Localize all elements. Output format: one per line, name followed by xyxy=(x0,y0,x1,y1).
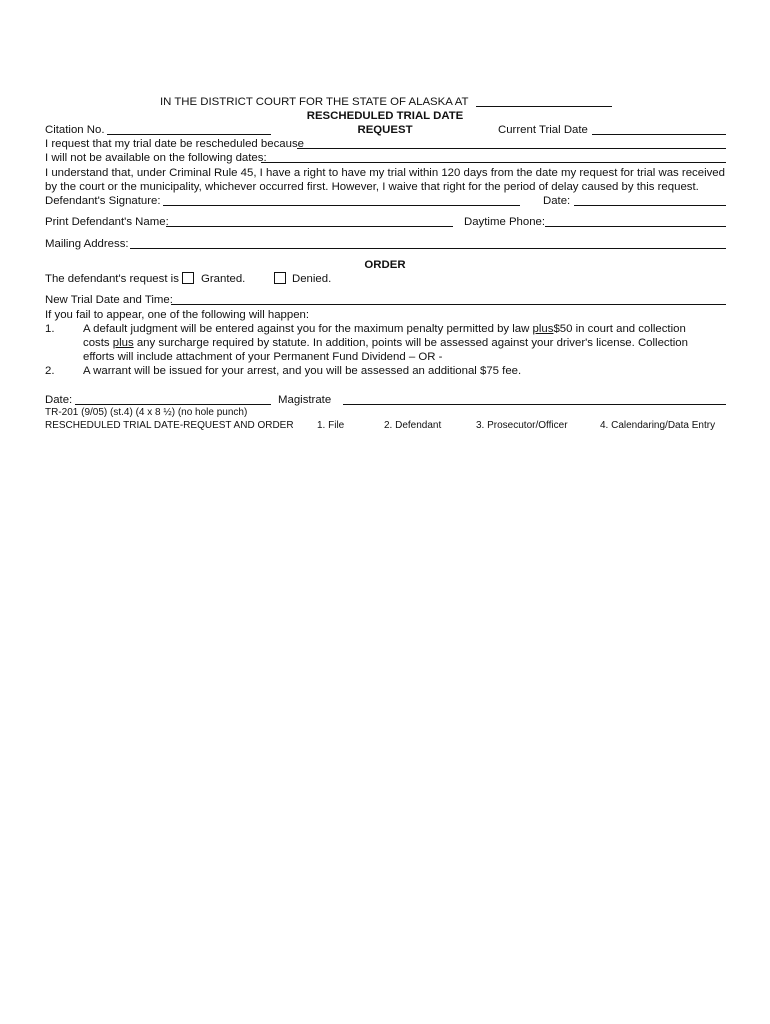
court-location-field[interactable] xyxy=(476,106,612,107)
request-is-label: The defendant's request is xyxy=(45,273,179,285)
waiver-text-2: by the court or the municipality, whichever occurred first. However, I waive that right for the period of delay caused by this request. xyxy=(45,181,699,193)
form-code: TR-201 (9/05) (st.4) (4 x 8 ½) (no hole punch) xyxy=(45,407,248,418)
reschedule-reason-field[interactable] xyxy=(297,148,726,149)
item1-line-1b: $50 in court and collection xyxy=(553,323,686,335)
signature-field[interactable] xyxy=(163,205,520,206)
print-name-label: Print Defendant's Name: xyxy=(45,216,169,228)
order-heading: ORDER xyxy=(364,259,406,271)
print-name-field[interactable] xyxy=(166,226,453,227)
current-trial-label: Current Trial Date xyxy=(498,124,588,136)
signature-date-label: Date: xyxy=(543,195,571,207)
item1-line-2 xyxy=(83,336,688,350)
order-date-label: Date: xyxy=(45,394,73,406)
waiver-text-1: I understand that, under Criminal Rule 45, I have a right to have my trial within 120 days from the date my request for trial was received xyxy=(45,167,725,179)
item1-line-1 xyxy=(83,322,686,336)
order-date-field[interactable] xyxy=(75,404,271,405)
form-footer-title: RESCHEDULED TRIAL DATE-REQUEST AND ORDER xyxy=(45,420,294,431)
item1-line-1a: A default judgment will be entered against you for the maximum penalty permitted by law xyxy=(83,323,530,335)
new-trial-label: New Trial Date and Time: xyxy=(45,294,173,306)
request-heading: REQUEST xyxy=(357,124,413,136)
mailing-address-field[interactable] xyxy=(130,248,726,249)
fail-intro: If you fail to appear, one of the following will happen: xyxy=(45,309,310,321)
current-trial-field[interactable] xyxy=(592,134,726,135)
copy-calendaring: 4. Calendaring/Data Entry xyxy=(600,420,716,431)
copy-defendant: 2. Defendant xyxy=(384,420,442,431)
plus-emphasis-2: plus xyxy=(112,337,134,349)
phone-label: Daytime Phone: xyxy=(464,216,546,228)
plus-emphasis-1: plus xyxy=(532,323,554,335)
denied-checkbox[interactable] xyxy=(274,272,286,284)
new-trial-field[interactable] xyxy=(171,304,726,305)
unavailable-dates-field[interactable] xyxy=(261,162,726,163)
item2-text: A warrant will be issued for your arrest, and you will be assessed an additional $75 fee. xyxy=(83,365,522,377)
signature-label: Defendant's Signature: xyxy=(45,195,161,207)
denied-label: Denied. xyxy=(292,273,332,285)
item1-number: 1. xyxy=(45,323,55,335)
item1-line-3: efforts will include attachment of your Permanent Fund Dividend – OR - xyxy=(83,351,443,363)
item1-line-2a: costs xyxy=(83,337,110,349)
granted-checkbox[interactable] xyxy=(182,272,194,284)
item1-line-2b: any surcharge required by statute. In addition, points will be assessed against your driver's license. Collection xyxy=(136,337,688,349)
copy-prosecutor: 3. Prosecutor/Officer xyxy=(476,420,568,431)
magistrate-field[interactable] xyxy=(343,404,726,405)
unavailable-label: I will not be available on the following dates: xyxy=(45,152,267,164)
signature-date-field[interactable] xyxy=(574,205,726,206)
copy-file: 1. File xyxy=(317,420,345,431)
granted-label: Granted. xyxy=(201,273,246,285)
mailing-label: Mailing Address: xyxy=(45,238,129,250)
reschedule-label: I request that my trial date be rescheduled because xyxy=(45,138,304,150)
court-line: IN THE DISTRICT COURT FOR THE STATE OF ALASKA AT xyxy=(160,96,469,108)
citation-label: Citation No. xyxy=(45,124,105,136)
form-title: RESCHEDULED TRIAL DATE xyxy=(306,110,464,122)
magistrate-label: Magistrate xyxy=(278,394,332,406)
phone-field[interactable] xyxy=(545,226,726,227)
item2-number: 2. xyxy=(45,365,55,377)
